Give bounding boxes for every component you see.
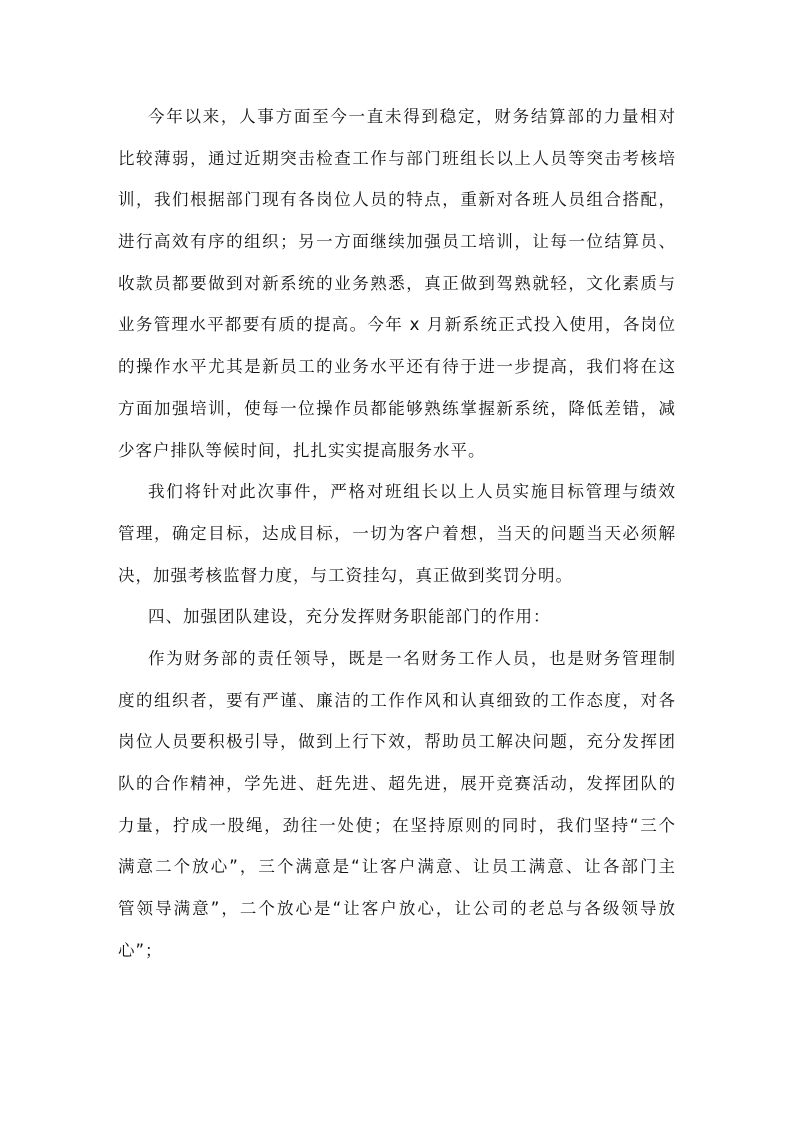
paragraph-target-management <box>118 471 676 596</box>
section-heading: 四、加强团队建设，充分发挥财务职能部门的作用： <box>148 607 551 627</box>
document-body <box>118 96 676 971</box>
text-line: 训，我们根据部门现有各岗位人员的特点，重新对各班人员组合搭配， <box>118 190 676 210</box>
section-heading-team-building <box>118 596 676 638</box>
text-line: 岗位人员要积极引导，做到上行下效，帮助员工解决问题，充分发挥团 <box>118 732 676 752</box>
text-line: 决，加强考核监督力度，与工资挂勾，真正做到奖罚分明。 <box>118 565 573 585</box>
text-line: 力量，拧成一股绳，劲往一处使；在坚持原则的同时，我们坚持“三个 <box>118 815 676 835</box>
text-line: 的操作水平尤其是新员工的业务水平还有待于进一步提高，我们将在这 <box>118 357 676 377</box>
text-line: 满意二个放心”，三个满意是“让客户满意、让员工满意、让各部门主 <box>118 857 676 877</box>
text-line: 业务管理水平都要有质的提高。今年 x 月新系统正式投入使用，各岗位 <box>118 315 676 335</box>
text-line: 作为财务部的责任领导，既是一名财务工作人员，也是财务管理制 <box>148 648 676 668</box>
text-line: 进行高效有序的组织；另一方面继续加强员工培训，让每一位结算员、 <box>118 232 676 252</box>
text-line: 少客户排队等候时间，扎扎实实提高服务水平。 <box>118 440 486 460</box>
text-line: 收款员都要做到对新系统的业务熟悉，真正做到驾熟就轻，文化素质与 <box>118 273 676 293</box>
text-line: 比较薄弱，通过近期突击检查工作与部门班组长以上人员等突击考核培 <box>118 148 676 168</box>
text-line: 今年以来，人事方面至今一直未得到稳定，财务结算部的力量相对 <box>148 107 676 126</box>
text-line: 管理，确定目标，达成目标，一切为客户着想，当天的问题当天必须解 <box>118 523 676 543</box>
text-line: 度的组织者，要有严谨、廉洁的工作作风和认真细致的工作态度，对各 <box>118 690 676 710</box>
text-line: 方面加强培训，使每一位操作员都能够熟练掌握新系统，降低差错，减 <box>118 398 676 418</box>
text-line: 队的合作精神，学先进、赶先进、超先进，展开竞赛活动，发挥团队的 <box>118 774 676 793</box>
text-line: 管领导满意”，二个放心是“让客户放心，让公司的老总与各级领导放 <box>118 899 676 919</box>
text-line: 心”； <box>118 940 163 960</box>
text-line: 我们将针对此次事件，严格对班组长以上人员实施目标管理与绩效 <box>148 482 676 502</box>
paragraph-leadership <box>118 638 676 972</box>
paragraph-staffing <box>118 96 676 471</box>
